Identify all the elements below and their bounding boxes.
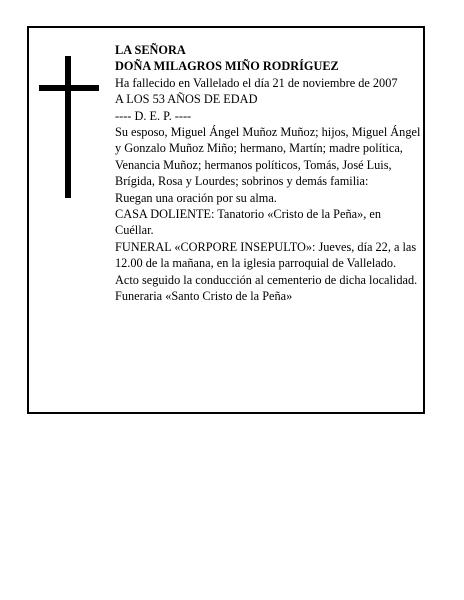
rip-line: ---- D. E. P. ---- <box>115 108 192 123</box>
funeral-details: FUNERAL «CORPORE INSEPULTO»: Jueves, día 22, a las 12.00 de la mañana, en la iglesia parroquial de Vallelado. Acto seguido la conducción al cementerio de dicha localidad. <box>115 239 418 287</box>
obituary-notice <box>27 26 425 414</box>
deceased-name: DOÑA MILAGROS MIÑO RODRÍGUEZ <box>115 59 339 74</box>
cross-horizontal-bar <box>39 85 99 91</box>
prayer-line: Ruegan una oración por su alma. <box>115 190 277 205</box>
notice-body <box>115 42 421 305</box>
cross-vertical-bar <box>65 56 71 198</box>
death-statement: Ha fallecido en Vallelado el día 21 de noviembre de 2007 <box>115 75 398 90</box>
casa-doliente: CASA DOLIENTE: Tanatorio «Cristo de la Peña», en Cuéllar. <box>115 207 381 238</box>
cross-icon <box>39 56 99 198</box>
family-paragraph: Su esposo, Miguel Ángel Muñoz Muñoz; hijos, Miguel Ángel y Gonzalo Muñoz Miño; hermano, Martín; madre política, Venancia Muñoz; hermanos políticos, Tomás, José Luis, Brígida, Rosa y Lourdes; sobrinos y demás familia: <box>115 125 421 189</box>
funeraria: Funeraria «Santo Cristo de la Peña» <box>115 289 293 304</box>
honorific: LA SEÑORA <box>115 43 186 57</box>
age-line: A LOS 53 AÑOS DE EDAD <box>115 92 258 107</box>
